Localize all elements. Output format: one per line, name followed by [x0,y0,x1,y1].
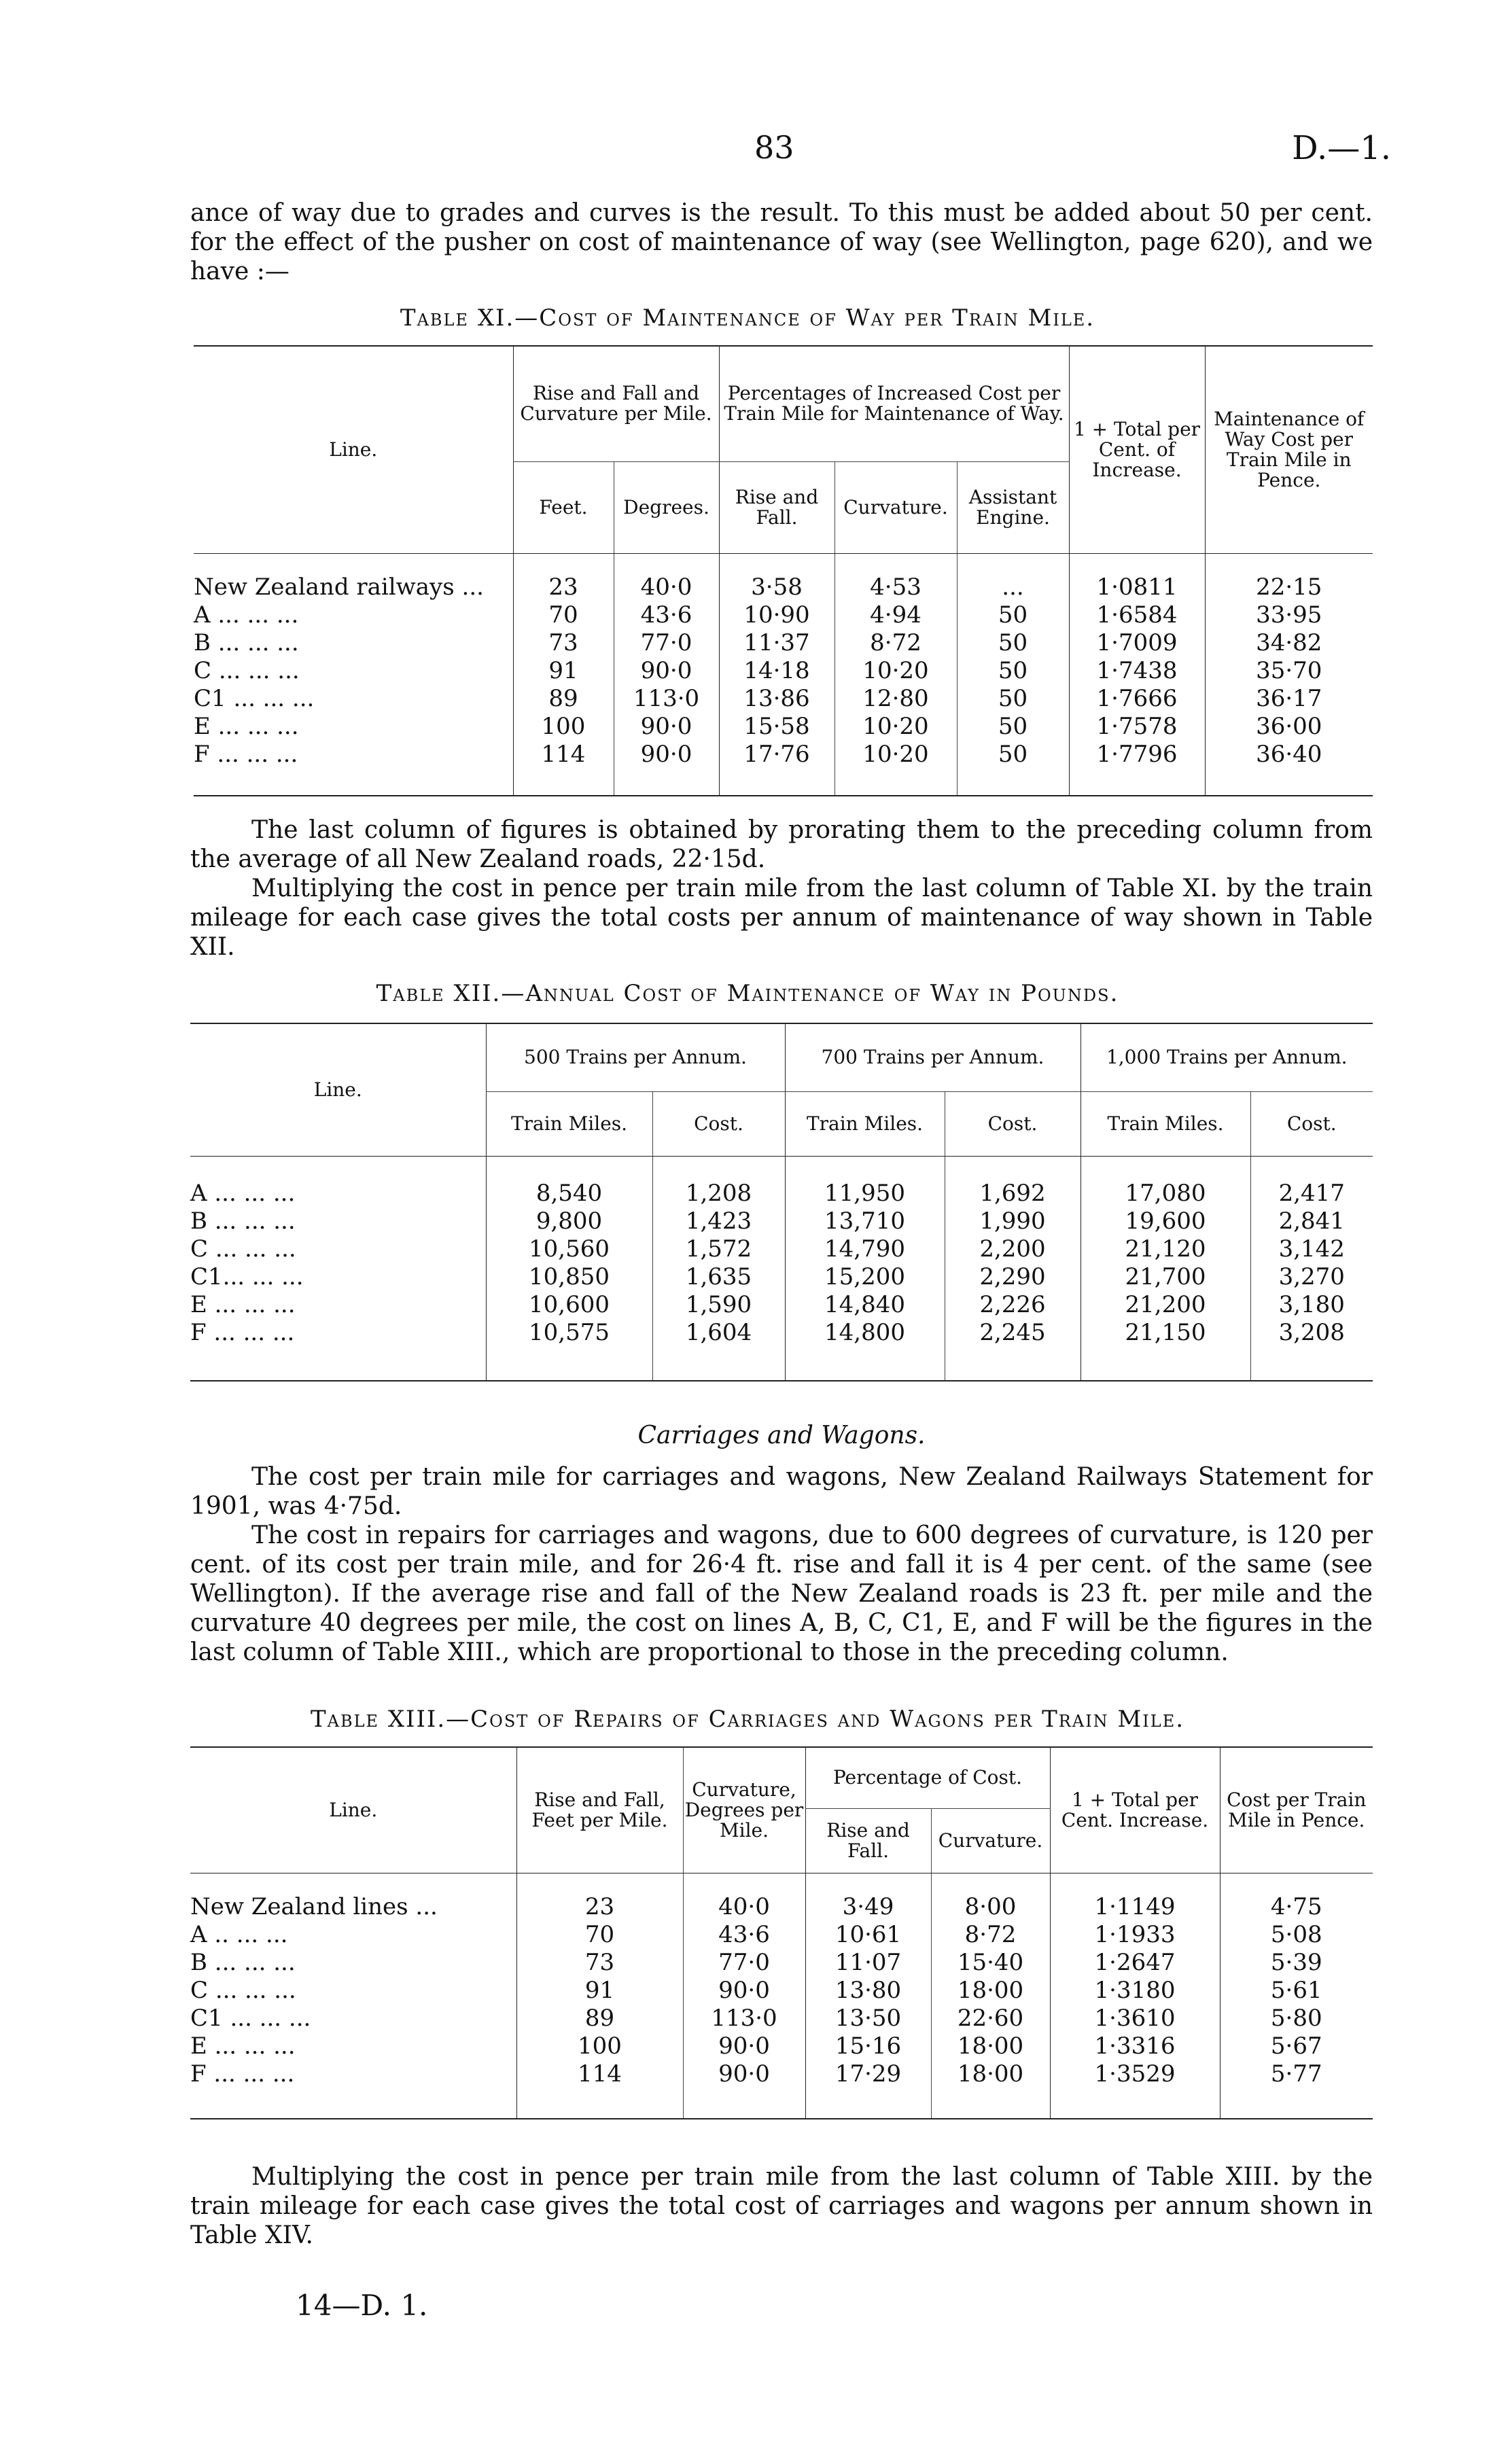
cell-degrees: 90·0 [614,657,719,685]
cell-line: C1 ... ... ... [194,685,315,712]
cell-assistant-engine: 50 [957,741,1069,769]
cell-rise-fall: 13·86 [719,685,835,713]
cell-pence: 5·67 [1220,2032,1373,2060]
col-total-increase: 1 + Total per Cent. Increase. [1050,1747,1220,1873]
cell-1000-miles: 21,150 [1081,1319,1250,1347]
cell-pence: 5·77 [1220,2060,1373,2088]
cell-pence: 33·95 [1205,601,1373,629]
cell-line: C ... ... ... [190,1977,296,2004]
col-total-increase: 1 + Total per Cent. of Increase. [1069,346,1205,553]
cell-pence: 5·08 [1220,1921,1373,1949]
cell-700-cost: 2,200 [945,1235,1081,1263]
table-row [190,2060,1373,2088]
cell-line: C1 ... ... ... [190,2005,311,2032]
col-rise-fall: Rise and Fall. [805,1808,931,1873]
cell-total: 1·2647 [1050,1949,1220,1977]
cell-700-miles: 14,840 [785,1291,945,1319]
cell-total: 1·3610 [1050,2005,1220,2032]
col-percentage-cost: Percentage of Cost. [805,1747,1050,1808]
cell-1000-miles: 21,700 [1081,1263,1250,1291]
table-row [190,1949,1373,1977]
cell-pence: 35·70 [1205,657,1373,685]
cell-1000-miles: 21,120 [1081,1235,1250,1263]
cell-1000-miles: 17,080 [1081,1180,1250,1208]
paragraph-repairs-cost: The cost in repairs for carriages and wagons, due to 600 degrees of curvature, is 120 per cent. of its cost per train mile, and for 26·4 ft. rise and fall it is 4 per cent. of the same (see Wellington). If the average rise and fall of the New Zealand roads is 23 ft. per mile and the curvature 40 degrees per mile, the cost on lines A, B, C, C1, E, and F will be the figures in the last column of Table XIII., which are proportional to those in the preceding column. [190,1521,1373,1666]
cell-assistant-engine: 50 [957,657,1069,685]
cell-700-miles: 14,800 [785,1319,945,1347]
col-700-trains: 700 Trains per Annum. [785,1023,1081,1091]
cell-500-miles: 10,575 [486,1319,652,1347]
cell-curvature: 22·60 [931,2005,1050,2032]
cell-assistant-engine: ... [957,574,1069,601]
col-feet: Feet. [513,461,614,553]
cell-700-cost: 1,990 [945,1208,1081,1235]
col-degrees: Degrees. [614,461,719,553]
cell-700-cost: 2,245 [945,1319,1081,1347]
table-row [194,601,1373,629]
table-row [190,1263,1373,1291]
cell-feet: 114 [516,2060,683,2088]
cell-total: 1·7796 [1069,741,1205,769]
cell-1000-cost: 2,417 [1250,1180,1373,1208]
cell-500-miles: 10,850 [486,1263,652,1291]
cell-pence: 5·61 [1220,1977,1373,2005]
cell-feet: 70 [513,601,614,629]
cell-1000-cost: 3,270 [1250,1263,1373,1291]
cell-feet: 89 [513,685,614,713]
cell-degrees: 90·0 [614,741,719,769]
cell-rise-fall: 3·58 [719,574,835,601]
cell-degrees: 40·0 [683,1893,805,1921]
paragraph-table-xiv-intro: Multiplying the cost in pence per train mile from the last column of Table XIII. by the train mileage for each case gives the total cost of carriages and wagons per annum shown in Table XIV. [190,2163,1373,2249]
cell-degrees: 90·0 [683,2032,805,2060]
cell-pence: 34·82 [1205,629,1373,657]
cell-1000-cost: 2,841 [1250,1208,1373,1235]
cell-700-miles: 14,790 [785,1235,945,1263]
cell-degrees: 77·0 [683,1949,805,1977]
cell-line: C1... ... ... [190,1263,304,1290]
page-number: 83 [754,129,794,166]
cell-rise-fall: 17·29 [805,2060,931,2088]
cell-degrees: 90·0 [683,2060,805,2088]
cell-curvature: 8·72 [931,1921,1050,1949]
cell-line: B ... ... ... [190,1208,296,1235]
cell-line: New Zealand railways ... [194,574,484,601]
cell-degrees: 113·0 [683,2005,805,2032]
cell-pence: 36·17 [1205,685,1373,713]
cell-line: E ... ... ... [190,1291,296,1318]
cell-assistant-engine: 50 [957,629,1069,657]
cell-pence: 22·15 [1205,574,1373,601]
cell-rise-fall: 14·18 [719,657,835,685]
table-row [194,629,1373,657]
cell-curvature: 10·20 [835,657,957,685]
cell-curvature: 10·20 [835,713,957,741]
col-500-trains: 500 Trains per Annum. [486,1023,785,1091]
cell-1000-cost: 3,208 [1250,1319,1373,1347]
cell-1000-cost: 3,180 [1250,1291,1373,1319]
cell-pence: 5·80 [1220,2005,1373,2032]
cell-total: 1·7438 [1069,657,1205,685]
cell-line: F ... ... ... [190,2060,295,2088]
cell-curvature: 4·53 [835,574,957,601]
cell-assistant-engine: 50 [957,685,1069,713]
cell-curvature: 8·72 [835,629,957,657]
cell-degrees: 90·0 [614,713,719,741]
table-row [190,1208,1373,1235]
cell-500-cost: 1,423 [652,1208,785,1235]
cell-line: F ... ... ... [190,1319,295,1346]
cell-pence: 36·00 [1205,713,1373,741]
cell-degrees: 77·0 [614,629,719,657]
cell-feet: 114 [513,741,614,769]
cell-line: E ... ... ... [194,713,299,740]
cell-feet: 73 [516,1949,683,1977]
section-heading: Carriages and Wagons. [637,1422,926,1449]
cell-curvature: 4·94 [835,601,957,629]
paragraph-table-xii-intro: Multiplying the cost in pence per train mile from the last column of Table XI. by the train mileage for each case gives the total costs per annum of maintenance of way shown in Table XII. [190,875,1373,961]
cell-total: 1·6584 [1069,601,1205,629]
cell-curvature: 15·40 [931,1949,1050,1977]
cell-700-miles: 13,710 [785,1208,945,1235]
page-footer: 14—D. 1. [296,2289,428,2322]
col-rise-fall-feet: Rise and Fall, Feet per Mile. [516,1747,683,1873]
document-code: D.—1. [1292,129,1391,167]
cell-total: 1·1149 [1050,1893,1220,1921]
table-row [190,2032,1373,2060]
cell-total: 1·3316 [1050,2032,1220,2060]
cell-curvature: 10·20 [835,741,957,769]
cell-rise-fall: 13·80 [805,1977,931,2005]
cell-assistant-engine: 50 [957,713,1069,741]
cell-500-cost: 1,604 [652,1319,785,1347]
intro-paragraph: ance of way due to grades and curves is the result. To this must be added about 50 per cent. for the effect of the pusher on cost of maintenance of way (see Wellington, page 620), and we have :— [190,199,1373,285]
col-1000-trains: 1,000 Trains per Annum. [1081,1023,1373,1091]
table-row [194,657,1373,685]
cell-line: C ... ... ... [190,1235,296,1263]
cell-line: A ... ... ... [190,1180,296,1207]
col-1000-cost: Cost. [1250,1091,1373,1156]
col-rise-fall-curvature: Rise and Fall and Curvature per Mile. [513,346,719,461]
cell-500-cost: 1,208 [652,1180,785,1208]
cell-rise-fall: 13·50 [805,2005,931,2032]
cell-rise-fall: 11·37 [719,629,835,657]
cell-feet: 89 [516,2005,683,2032]
table-12 [190,1023,1373,1381]
table-row [190,1977,1373,2005]
cell-line: A ... ... ... [194,601,299,629]
cell-feet: 73 [513,629,614,657]
cell-700-miles: 11,950 [785,1180,945,1208]
cell-degrees: 90·0 [683,1977,805,2005]
table-13 [190,1746,1373,2119]
cell-total: 1·3180 [1050,1977,1220,2005]
cell-700-cost: 2,226 [945,1291,1081,1319]
cell-pence: 36·40 [1205,741,1373,769]
table-11 [194,345,1373,796]
cell-line: E ... ... ... [190,2032,296,2060]
cell-degrees: 43·6 [614,601,719,629]
col-curvature: Curvature. [931,1808,1050,1873]
table-row [190,1893,1373,1921]
cell-total: 1·0811 [1069,574,1205,601]
cell-curvature: 8·00 [931,1893,1050,1921]
table-row [194,741,1373,769]
cell-line: C ... ... ... [194,657,300,684]
paragraph-carriage-cost: The cost per train mile for carriages and wagons, New Zealand Railways Statement for 1901, was 4·75d. [190,1463,1373,1520]
cell-rise-fall: 11·07 [805,1949,931,1977]
col-curvature: Curvature. [835,461,957,553]
cell-feet: 23 [513,574,614,601]
cell-500-miles: 8,540 [486,1180,652,1208]
cell-feet: 100 [516,2032,683,2060]
col-1000-train-miles: Train Miles. [1081,1091,1250,1156]
cell-700-cost: 2,290 [945,1263,1081,1291]
cell-pence: 5·39 [1220,1949,1373,1977]
col-700-cost: Cost. [945,1091,1081,1156]
table-row [190,1319,1373,1347]
cell-700-cost: 1,692 [945,1180,1081,1208]
col-curvature-degrees: Curvature, Degrees per Mile. [683,1747,805,1873]
table-row [194,574,1373,601]
cell-degrees: 40·0 [614,574,719,601]
cell-1000-cost: 3,142 [1250,1235,1373,1263]
table-row [190,1235,1373,1263]
cell-degrees: 43·6 [683,1921,805,1949]
cell-pence: 4·75 [1220,1893,1373,1921]
cell-feet: 91 [516,1977,683,2005]
table-row [190,1180,1373,1208]
table-row [190,2005,1373,2032]
cell-500-cost: 1,635 [652,1263,785,1291]
col-line: Line. [190,1747,516,1873]
cell-line: B ... ... ... [190,1949,296,1976]
cell-rise-fall: 3·49 [805,1893,931,1921]
cell-degrees: 113·0 [614,685,719,713]
cell-700-miles: 15,200 [785,1263,945,1291]
cell-1000-miles: 19,600 [1081,1208,1250,1235]
col-rise-fall: Rise and Fall. [719,461,835,553]
cell-feet: 70 [516,1921,683,1949]
cell-500-miles: 10,560 [486,1235,652,1263]
table-11-caption: Table XI.—Cost of Maintenance of Way per Train Mile. [400,304,1095,332]
cell-total: 1·7578 [1069,713,1205,741]
col-500-train-miles: Train Miles. [486,1091,652,1156]
cell-rise-fall: 17·76 [719,741,835,769]
col-line: Line. [190,1023,486,1156]
col-cost-pence: Cost per Train Mile in Pence. [1220,1747,1373,1873]
cell-rise-fall: 10·61 [805,1921,931,1949]
table-row [190,1291,1373,1319]
col-700-train-miles: Train Miles. [785,1091,945,1156]
paragraph-prorating: The last column of figures is obtained by prorating them to the preceding column from the average of all New Zealand roads, 22·15d. [190,816,1373,873]
col-assistant-engine: Assistant Engine. [957,461,1069,553]
cell-total: 1·3529 [1050,2060,1220,2088]
col-line: Line. [194,346,513,553]
cell-feet: 100 [513,713,614,741]
cell-rise-fall: 15·58 [719,713,835,741]
col-maintenance-pence: Maintenance of Way Cost per Train Mile in Pence. [1205,346,1373,553]
cell-500-cost: 1,572 [652,1235,785,1263]
table-row [194,685,1373,713]
table-13-caption: Table XIII.—Cost of Repairs of Carriages and Wagons per Train Mile. [310,1706,1185,1733]
cell-feet: 23 [516,1893,683,1921]
cell-500-miles: 10,600 [486,1291,652,1319]
cell-total: 1·1933 [1050,1921,1220,1949]
cell-curvature: 12·80 [835,685,957,713]
cell-500-cost: 1,590 [652,1291,785,1319]
cell-rise-fall: 15·16 [805,2032,931,2060]
col-500-cost: Cost. [652,1091,785,1156]
cell-500-miles: 9,800 [486,1208,652,1235]
cell-1000-miles: 21,200 [1081,1291,1250,1319]
cell-curvature: 18·00 [931,2060,1050,2088]
cell-total: 1·7666 [1069,685,1205,713]
cell-line: F ... ... ... [194,741,298,768]
cell-line: New Zealand lines ... [190,1893,438,1920]
cell-line: A .. ... ... [190,1921,288,1948]
cell-assistant-engine: 50 [957,601,1069,629]
table-row [194,713,1373,741]
cell-total: 1·7009 [1069,629,1205,657]
cell-curvature: 18·00 [931,2032,1050,2060]
col-percentages: Percentages of Increased Cost per Train Mile for Maintenance of Way. [719,346,1069,461]
cell-rise-fall: 10·90 [719,601,835,629]
cell-line: B ... ... ... [194,629,299,656]
table-row [190,1921,1373,1949]
cell-curvature: 18·00 [931,1977,1050,2005]
cell-feet: 91 [513,657,614,685]
table-12-caption: Table XII.—Annual Cost of Maintenance of Way in Pounds. [376,980,1119,1007]
